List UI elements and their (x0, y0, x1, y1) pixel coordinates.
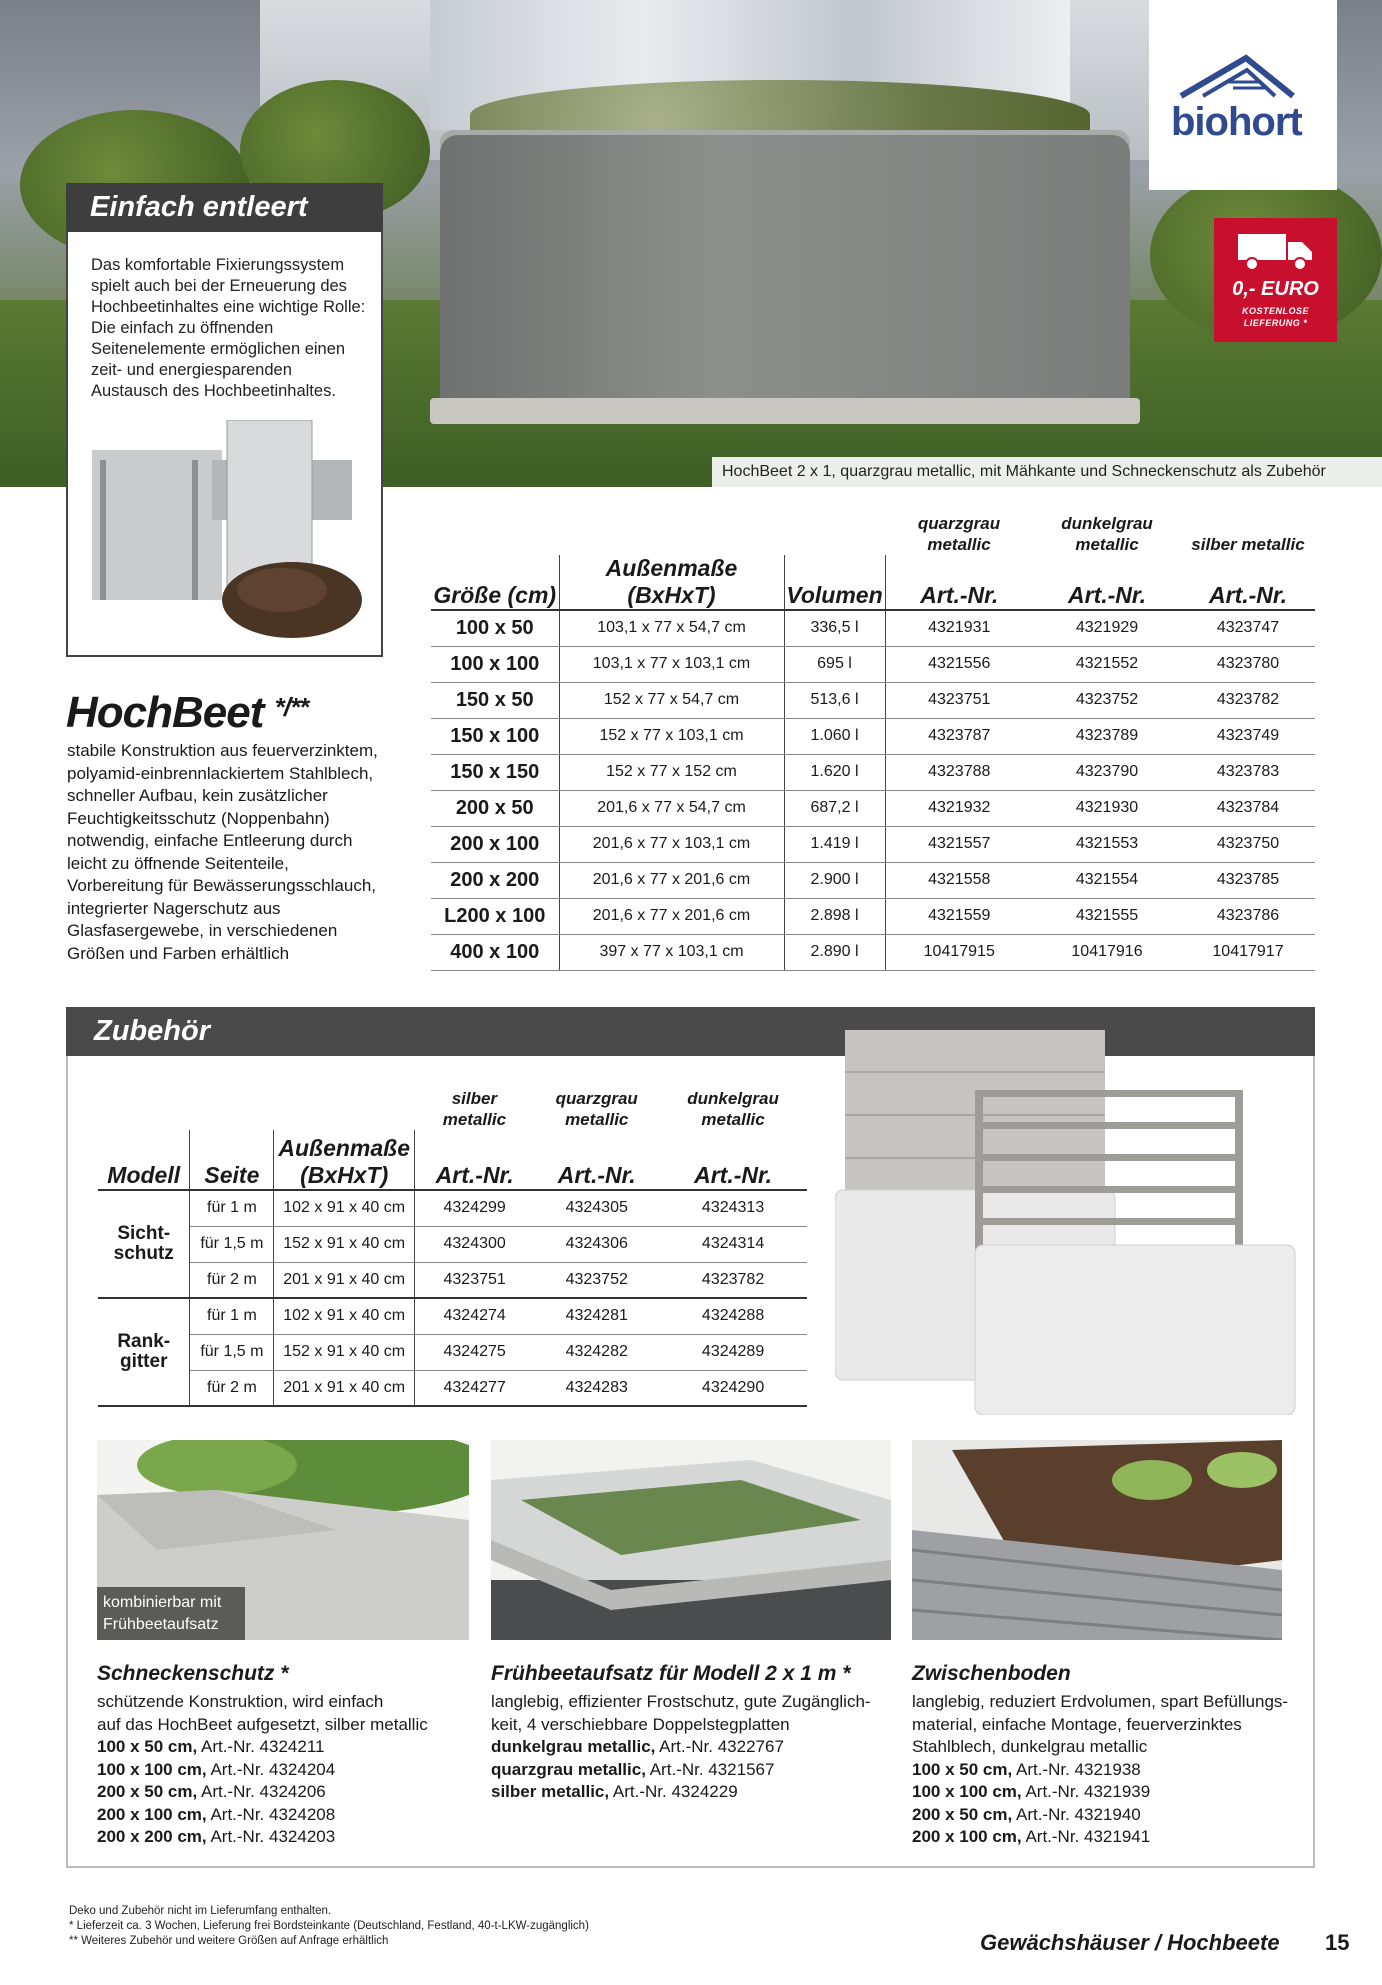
intermediate-floor-image (912, 1440, 1282, 1640)
column-header: Größe (cm) (431, 555, 559, 610)
table-cell: 4323782 (1181, 682, 1315, 718)
size-cell: 150 x 150 (431, 754, 559, 790)
table-cell: 336,5 l (784, 610, 885, 646)
size-label: 200 x 100 cm, (97, 1804, 207, 1824)
table-cell: 152 x 77 x 103,1 cm (559, 718, 784, 754)
color-head-1: quarzgrau metallic (917, 514, 1001, 554)
line-text: Art.-Nr. 4324229 (609, 1782, 738, 1801)
text-line (912, 1714, 1302, 1737)
zb-color-head-3: dunkelgrau metallic (687, 1089, 779, 1129)
text-line (912, 1759, 1302, 1782)
table-cell: 4323783 (1181, 754, 1315, 790)
table-cell: 4323780 (1181, 646, 1315, 682)
line-text: Stahlblech, dunkelgrau metallic (912, 1737, 1148, 1756)
table-cell: 4324314 (659, 1226, 807, 1262)
page-number: 15 (1325, 1930, 1350, 1955)
color-head-2: dunkelgrau metallic (1061, 514, 1153, 554)
column-header: Außenmaße (BxHxT) (559, 555, 784, 610)
table-cell: 2.898 l (784, 898, 885, 934)
table-cell: 4321555 (1033, 898, 1181, 934)
text-line (491, 1781, 881, 1804)
text-line (97, 1781, 487, 1804)
table-cell: 102 x 91 x 40 cm (274, 1190, 415, 1226)
table-cell: für 2 m (190, 1262, 274, 1298)
table-cell: 4323784 (1181, 790, 1315, 826)
zb-color-head-1: silber metallic (442, 1089, 507, 1129)
truck-icon (1236, 230, 1316, 274)
table-cell: 4324274 (415, 1298, 535, 1334)
zb-column-header: Außenmaße (BxHxT) (274, 1130, 415, 1190)
roof-logo-icon (1171, 52, 1301, 100)
table-cell: 10417916 (1033, 934, 1181, 970)
badge-line2: LIEFERUNG * (1243, 318, 1308, 328)
table-row (431, 898, 1315, 934)
table-cell: 4324283 (534, 1370, 659, 1406)
model-cell: Sicht-schutz (98, 1190, 190, 1298)
line-text: keit, 4 verschiebbare Doppelstegplatten (491, 1714, 790, 1734)
table-cell: 4323751 (415, 1262, 535, 1298)
badge-line1: KOSTENLOSE (1241, 306, 1309, 316)
size-label: 100 x 100 cm, (97, 1759, 207, 1779)
text-line (491, 1736, 881, 1759)
line-text: Art.-Nr. 4321939 (1021, 1782, 1151, 1801)
table-row (431, 934, 1315, 970)
table-cell: 4324290 (659, 1370, 807, 1406)
table-cell: für 1,5 m (190, 1334, 274, 1370)
zb-column-header: Seite (190, 1130, 274, 1190)
cold-frame-title: Frühbeetaufsatz für Modell 2 x 1 m * (491, 1662, 851, 1685)
text-line (491, 1714, 881, 1737)
line-text: Art.-Nr. 4324203 (206, 1827, 336, 1846)
line-text: Art.-Nr. 4324206 (197, 1782, 326, 1801)
text-line (97, 1736, 487, 1759)
table-row (431, 682, 1315, 718)
line-text: Art.-Nr. 4321567 (645, 1759, 775, 1779)
table-row (98, 1226, 807, 1262)
size-cell: 150 x 100 (431, 718, 559, 754)
line-text: langlebig, effizienter Frostschutz, gute Zugänglich- (491, 1692, 871, 1711)
table-cell: für 1 m (190, 1298, 274, 1334)
column-header: Art.-Nr. (1033, 555, 1181, 610)
table-cell: 4321932 (885, 790, 1033, 826)
cold-frame-text (491, 1691, 881, 1804)
table-cell: 4323790 (1033, 754, 1181, 790)
size-label: 200 x 200 cm, (97, 1827, 207, 1846)
size-label: 200 x 50 cm, (97, 1782, 198, 1801)
size-cell: 400 x 100 (431, 934, 559, 970)
table-cell: 4321552 (1033, 646, 1181, 682)
emptying-text: Das komfortable Fixierungssystem spielt auch bei der Erneuerung des Hochbeetinhaltes eine wichtige Rolle: Die einfach zu öffnenden Seitenelemente ermöglichen einen zeit- und energiesparenden Austausch des Hochbeetinhaltes. (91, 256, 366, 400)
table-cell: für 1 m (190, 1190, 274, 1226)
table-cell: 4324306 (534, 1226, 659, 1262)
text-line (912, 1691, 1302, 1714)
table-cell: 152 x 77 x 152 cm (559, 754, 784, 790)
table-row (98, 1298, 807, 1334)
model-cell: Rank-gitter (98, 1298, 190, 1406)
table-cell: 201,6 x 77 x 201,6 cm (559, 862, 784, 898)
text-line (912, 1804, 1302, 1827)
table-cell: 4323751 (885, 682, 1033, 718)
footnote-3: ** Weiteres Zubehör und weitere Größen auf Anfrage erhältlich (69, 1935, 389, 1947)
line-text: material, einfache Montage, feuerverzinktes (912, 1714, 1242, 1734)
column-header: Art.-Nr. (885, 555, 1033, 610)
table-cell: 10417915 (885, 934, 1033, 970)
size-label: 100 x 50 cm, (912, 1759, 1013, 1779)
hero-caption: HochBeet 2 x 1, quarzgrau metallic, mit Mähkante und Schneckenschutz als Zubehör (712, 457, 1382, 487)
table-cell: 4324289 (659, 1334, 807, 1370)
table-cell: 4323750 (1181, 826, 1315, 862)
table-cell: 103,1 x 77 x 54,7 cm (559, 610, 784, 646)
table-row (431, 862, 1315, 898)
text-line (491, 1691, 881, 1714)
size-cell: 100 x 50 (431, 610, 559, 646)
table-row (431, 826, 1315, 862)
table-cell: 4321554 (1033, 862, 1181, 898)
footnote-2: * Lieferzeit ca. 3 Wochen, Lieferung frei Bordsteinkante (Deutschland, Festland, 40-t-LKW-zugänglich) (69, 1920, 589, 1932)
table-cell: 4323789 (1033, 718, 1181, 754)
table-cell: 4324305 (534, 1190, 659, 1226)
text-line (97, 1759, 487, 1782)
table-cell: 1.419 l (784, 826, 885, 862)
size-cell: 200 x 100 (431, 826, 559, 862)
line-text: Art.-Nr. 4324204 (206, 1759, 336, 1779)
line-text: schützende Konstruktion, wird einfach (97, 1692, 384, 1711)
table-cell: 4321930 (1033, 790, 1181, 826)
table-row (431, 646, 1315, 682)
table-cell: 4323785 (1181, 862, 1315, 898)
table-cell: 201 x 91 x 40 cm (274, 1370, 415, 1406)
table-cell: 4321929 (1033, 610, 1181, 646)
size-cell: 100 x 100 (431, 646, 559, 682)
table-cell: 4324275 (415, 1334, 535, 1370)
table-cell: 4324281 (534, 1298, 659, 1334)
size-cell: 200 x 200 (431, 862, 559, 898)
zb-column-header: Art.-Nr. (659, 1130, 807, 1190)
sizes-table (431, 507, 1315, 971)
size-label: dunkelgrau metallic, (491, 1737, 656, 1756)
line-text: Art.-Nr. 4321940 (1012, 1804, 1141, 1824)
table-cell: 10417917 (1181, 934, 1315, 970)
snail-guard-text (97, 1691, 487, 1849)
product-description: stabile Konstruktion aus feuerverzinktem, polyamid-einbrennlackiertem Stahlblech, schneller Aufbau, kein zusätzlicher Feuchtigkeitsschutz (Noppenbahn) notwendig, einfache Entleerung durch leicht zu öffnende Seitenteile, Vorbereitung für Bewässerungsschlauch, integrierter Nagerschutz aus Glasfasergewebe, in verschiedenen Größen und Farben erhältlich (67, 741, 378, 963)
zb-column-header: Modell (98, 1130, 190, 1190)
text-line (97, 1826, 487, 1849)
text-line (912, 1781, 1302, 1804)
table-cell: 4321557 (885, 826, 1033, 862)
size-cell: 200 x 50 (431, 790, 559, 826)
table-cell: 152 x 91 x 40 cm (274, 1226, 415, 1262)
table-cell: für 1,5 m (190, 1226, 274, 1262)
table-row (431, 718, 1315, 754)
table-cell: 4323749 (1181, 718, 1315, 754)
table-row (98, 1370, 807, 1406)
line-text: Art.-Nr. 4321941 (1021, 1827, 1151, 1846)
size-cell: L200 x 100 (431, 898, 559, 934)
privacy-screen-planter-image (835, 1030, 1305, 1415)
footnotes (69, 1904, 589, 1949)
line-text: Art.-Nr. 4322767 (655, 1737, 784, 1756)
table-cell: 4324313 (659, 1190, 807, 1226)
section-title: Gewächshäuser / Hochbeete (980, 1930, 1280, 1955)
table-row (98, 1262, 807, 1298)
text-line (97, 1714, 487, 1737)
table-cell: 1.620 l (784, 754, 885, 790)
table-cell: 4323782 (659, 1262, 807, 1298)
zb-column-header: Art.-Nr. (415, 1130, 535, 1190)
zb-column-header: Art.-Nr. (534, 1130, 659, 1190)
table-cell: 201,6 x 77 x 103,1 cm (559, 826, 784, 862)
table-row (431, 610, 1315, 646)
table-cell: 152 x 91 x 40 cm (274, 1334, 415, 1370)
table-row (431, 754, 1315, 790)
column-header: Art.-Nr. (1181, 555, 1315, 610)
table-cell: 2.900 l (784, 862, 885, 898)
table-cell: 4324288 (659, 1298, 807, 1334)
table-cell: 4323788 (885, 754, 1033, 790)
table-cell: 695 l (784, 646, 885, 682)
line-text: langlebig, reduziert Erdvolumen, spart Befüllungs- (912, 1692, 1289, 1711)
table-row (98, 1190, 807, 1226)
brand-logo (1149, 0, 1337, 190)
table-cell: 152 x 77 x 54,7 cm (559, 682, 784, 718)
cold-frame-image (491, 1440, 891, 1640)
table-cell: 4323786 (1181, 898, 1315, 934)
table-cell: 102 x 91 x 40 cm (274, 1298, 415, 1334)
open-raised-bed-image (92, 420, 364, 645)
size-label: silber metallic, (491, 1782, 610, 1801)
column-header: Volumen (784, 555, 885, 610)
line-text: Art.-Nr. 4321938 (1012, 1759, 1141, 1779)
table-cell: 2.890 l (784, 934, 885, 970)
table-cell: 4321553 (1033, 826, 1181, 862)
color-head-3: silber metallic (1191, 535, 1305, 554)
table-cell: 687,2 l (784, 790, 885, 826)
text-line (97, 1804, 487, 1827)
badge-price: 0,- EURO (1232, 278, 1319, 300)
table-cell: 4321558 (885, 862, 1033, 898)
text-line (97, 1691, 487, 1714)
combinable-tag: kombinierbar mit Frühbeetaufsatz (97, 1587, 245, 1640)
intermediate-floor-title: Zwischenboden (912, 1662, 1071, 1685)
table-cell: 4324300 (415, 1226, 535, 1262)
accessories-table (98, 1082, 807, 1407)
table-cell: 4323787 (885, 718, 1033, 754)
size-label: 100 x 50 cm, (97, 1737, 198, 1756)
snail-guard-title: Schneckenschutz * (97, 1662, 289, 1685)
accessories-title: Zubehör (66, 1007, 1315, 1056)
table-cell: 4324299 (415, 1190, 535, 1226)
table-cell: 4324282 (534, 1334, 659, 1370)
text-line (912, 1826, 1302, 1849)
size-cell: 150 x 50 (431, 682, 559, 718)
table-cell: 397 x 77 x 103,1 cm (559, 934, 784, 970)
table-cell: für 2 m (190, 1370, 274, 1406)
table-cell: 4321556 (885, 646, 1033, 682)
table-cell: 201 x 91 x 40 cm (274, 1262, 415, 1298)
table-row (431, 790, 1315, 826)
intermediate-floor-text (912, 1691, 1302, 1849)
table-cell: 4323752 (1033, 682, 1181, 718)
table-row (98, 1334, 807, 1370)
line-text: Art.-Nr. 4324211 (197, 1737, 325, 1756)
line-text: auf das HochBeet aufgesetzt, silber metallic (97, 1714, 428, 1734)
size-label: 100 x 100 cm, (912, 1782, 1022, 1801)
emptying-title: Einfach entleert (66, 183, 383, 232)
table-cell: 1.060 l (784, 718, 885, 754)
text-line (491, 1759, 881, 1782)
footnote-1: Deko und Zubehör nicht im Lieferumfang enthalten. (69, 1905, 332, 1917)
table-cell: 513,6 l (784, 682, 885, 718)
table-cell: 201,6 x 77 x 54,7 cm (559, 790, 784, 826)
table-cell: 103,1 x 77 x 103,1 cm (559, 646, 784, 682)
table-cell: 201,6 x 77 x 201,6 cm (559, 898, 784, 934)
brand-name: biohort (1171, 100, 1302, 144)
product-title: HochBeet */** (66, 688, 309, 737)
table-cell: 4321559 (885, 898, 1033, 934)
table-cell: 4324277 (415, 1370, 535, 1406)
table-cell: 4323752 (534, 1262, 659, 1298)
size-label: quarzgrau metallic, (491, 1759, 646, 1779)
size-label: 200 x 50 cm, (912, 1804, 1013, 1824)
free-delivery-badge (1214, 218, 1337, 342)
zb-color-head-2: quarzgrau metallic (555, 1089, 638, 1129)
line-text: Art.-Nr. 4324208 (206, 1804, 336, 1824)
text-line (912, 1736, 1302, 1759)
table-cell: 4321931 (885, 610, 1033, 646)
size-label: 200 x 100 cm, (912, 1827, 1022, 1846)
table-cell: 4323747 (1181, 610, 1315, 646)
